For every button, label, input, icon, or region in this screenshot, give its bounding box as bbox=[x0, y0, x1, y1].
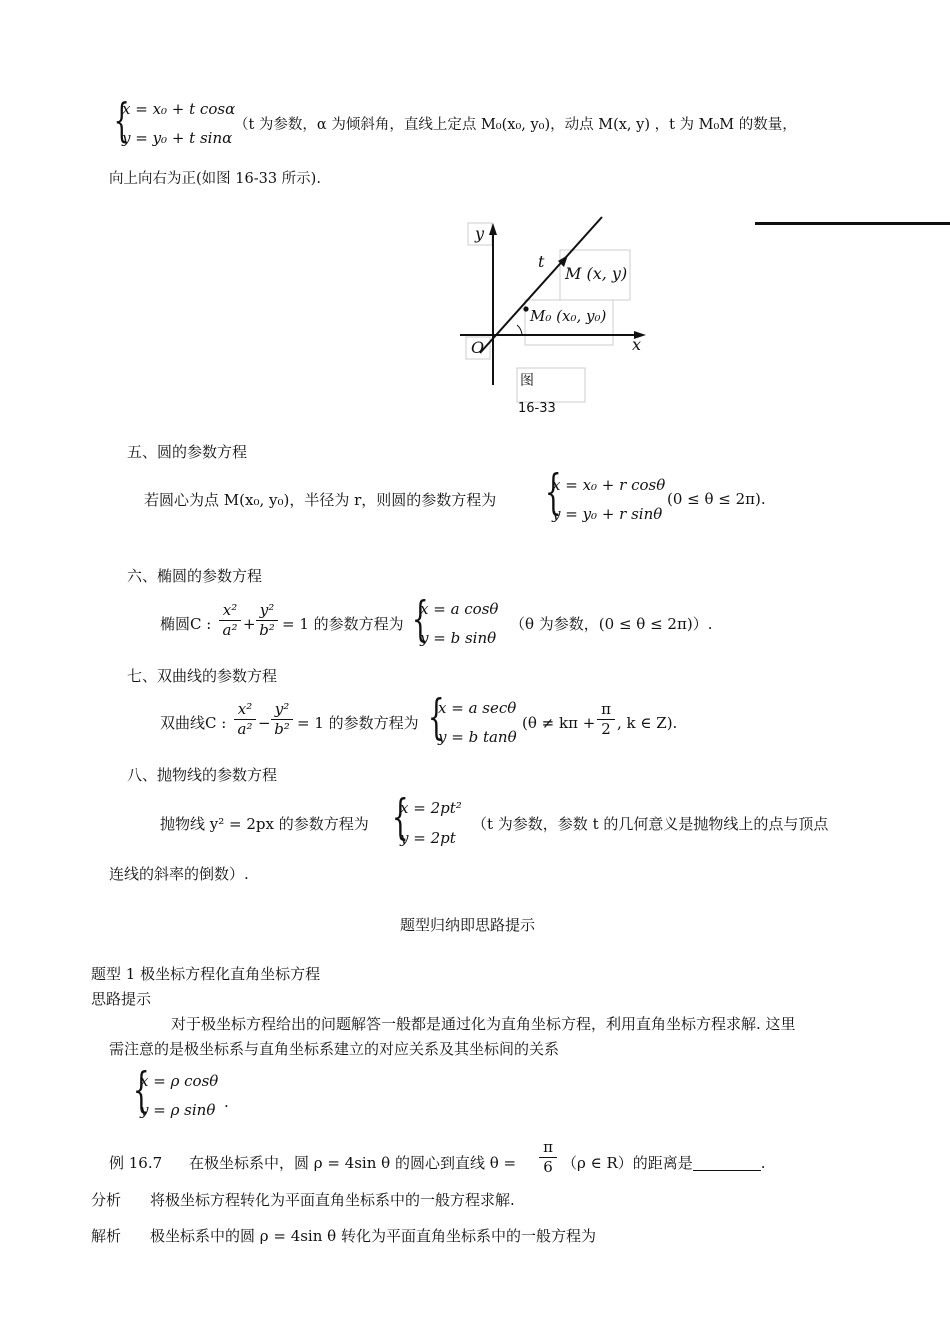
ellipse-plus: + bbox=[243, 615, 256, 633]
hyperbola-frac-1 bbox=[234, 702, 256, 737]
hyperbola-prefix: 双曲线C : bbox=[160, 714, 227, 732]
parabola-note: （t 为参数，参数 t 的几何意义是抛物线上的点与顶点 bbox=[472, 815, 829, 833]
hyperbola-minus: − bbox=[258, 714, 271, 732]
figure-t-label: t bbox=[538, 252, 545, 271]
figure-caption-2: 16-33 bbox=[518, 401, 556, 416]
edge-rule bbox=[755, 222, 950, 225]
example-label: 例 16.7 bbox=[109, 1154, 163, 1172]
example-tail bbox=[562, 1156, 766, 1171]
hyperbola-pi-frac bbox=[597, 702, 615, 737]
ellipse-den-2: b² bbox=[259, 621, 275, 639]
parabola-heading: 八、抛物线的参数方程 bbox=[127, 766, 278, 784]
hyperbola-eq-tail: = 1 的参数方程为 bbox=[297, 714, 419, 732]
type1-title: 题型 1 极坐标方程化直角坐标方程 bbox=[91, 965, 321, 983]
example-text: 在极坐标系中，圆 ρ = 4sin θ 的圆心到直线 θ = bbox=[189, 1154, 517, 1172]
ellipse-note: （θ 为参数，(0 ≤ θ ≤ 2π)）. bbox=[510, 615, 713, 633]
ellipse-eq-2: y = b sinθ bbox=[420, 629, 497, 647]
section-title: 题型归纳即思路提示 bbox=[400, 916, 536, 934]
hyperbola-frac-2 bbox=[271, 702, 293, 737]
circle-eq-2: y = y₀ + r sinθ bbox=[552, 505, 663, 523]
ellipse-frac-2 bbox=[256, 603, 278, 638]
figure-caption-1: 图 bbox=[520, 373, 534, 389]
hyperbola-den-1: a² bbox=[237, 720, 253, 738]
line-eq-desc: （t 为参数，α 为倾斜角，直线上定点 M₀(x₀, y₀)，动点 M(x, y) ，t 为 M₀M 的数量， bbox=[234, 117, 797, 133]
hyperbola-two: 2 bbox=[601, 720, 611, 738]
ellipse-den-1: a² bbox=[222, 621, 238, 639]
line-eq-2: y = y₀ + t sinα bbox=[122, 129, 233, 147]
figure-m-label: M (x, y) bbox=[565, 264, 628, 283]
ellipse-num-1: x² bbox=[222, 601, 238, 619]
circle-eq-1: x = x₀ + r cosθ bbox=[552, 476, 666, 494]
hyperbola-eq-2: y = b tanθ bbox=[438, 728, 517, 746]
line-eq-brace: { bbox=[113, 93, 130, 147]
ellipse-heading: 六、椭圆的参数方程 bbox=[127, 567, 263, 585]
type1-brace: { bbox=[132, 1062, 150, 1118]
type1-eq-1: x = ρ cosθ bbox=[140, 1072, 219, 1090]
ellipse-frac-1 bbox=[219, 603, 241, 638]
example-six: 6 bbox=[543, 1158, 553, 1176]
hyperbola-den-2: b² bbox=[274, 720, 290, 738]
hyperbola-num-2: y² bbox=[274, 700, 290, 718]
line-eq-1: x = x₀ + t cosα bbox=[122, 100, 236, 118]
analysis-label: 分析 bbox=[91, 1191, 122, 1209]
line-eq-desc-2: 向上向右为正(如图 16-33 所示). bbox=[109, 171, 321, 187]
figure-m0-label: M₀ (x₀, y₀) bbox=[530, 307, 607, 325]
ellipse-brace: { bbox=[411, 591, 429, 647]
answer-blank bbox=[693, 1158, 761, 1171]
ellipse-eq-1: x = a cosθ bbox=[420, 600, 499, 618]
figure-x-label: x bbox=[632, 335, 642, 354]
figure-origin-label: O bbox=[471, 338, 485, 357]
type1-eq-2: y = ρ sinθ bbox=[140, 1101, 216, 1119]
ellipse-eq-tail: = 1 的参数方程为 bbox=[282, 615, 404, 633]
analysis-text: 将极坐标方程转化为平面直角坐标系中的一般方程求解. bbox=[150, 1191, 515, 1209]
example-pi: π bbox=[543, 1138, 553, 1156]
ellipse-prefix: 椭圆C : bbox=[160, 615, 212, 633]
ellipse-num-2: y² bbox=[259, 601, 275, 619]
circle-text: 若圆心为点 M(x₀, y₀)，半径为 r，则圆的参数方程为 bbox=[144, 491, 497, 509]
solution-label: 解析 bbox=[91, 1227, 122, 1245]
figure-y-label: y bbox=[475, 224, 485, 243]
example-end: . bbox=[760, 1154, 766, 1172]
hyperbola-heading: 七、双曲线的参数方程 bbox=[127, 667, 278, 685]
type1-hint-label: 思路提示 bbox=[91, 990, 152, 1008]
hyperbola-cond-a: (θ ≠ kπ + bbox=[522, 714, 596, 732]
type1-hint-1: 对于极坐标方程给出的问题解答一般都是通过化为直角坐标方程，利用直角坐标方程求解. 这里 bbox=[171, 1015, 796, 1033]
hyperbola-brace: { bbox=[427, 689, 445, 745]
parabola-note-2: 连线的斜率的倒数）. bbox=[109, 865, 249, 883]
parabola-text: 抛物线 y² = 2px 的参数方程为 bbox=[160, 815, 369, 833]
circle-heading: 五、圆的参数方程 bbox=[127, 443, 248, 461]
circle-range: (0 ≤ θ ≤ 2π). bbox=[667, 490, 766, 508]
parabola-eq-2: y = 2pt bbox=[400, 829, 456, 847]
solution-text: 极坐标系中的圆 ρ = 4sin θ 转化为平面直角坐标系中的一般方程为 bbox=[150, 1227, 596, 1245]
type1-hint-2: 需注意的是极坐标系与直角坐标系建立的对应关系及其坐标间的关系 bbox=[109, 1040, 560, 1058]
example-tail-text: （ρ ∈ R）的距离是 bbox=[562, 1154, 693, 1172]
hyperbola-eq-1: x = a secθ bbox=[438, 699, 517, 717]
circle-brace: { bbox=[544, 464, 562, 520]
parabola-brace: { bbox=[391, 789, 409, 845]
hyperbola-pi: π bbox=[601, 700, 611, 718]
hyperbola-num-1: x² bbox=[237, 700, 253, 718]
hyperbola-cond-b: , k ∈ Z). bbox=[617, 714, 678, 732]
example-pi-frac bbox=[539, 1140, 557, 1175]
parabola-eq-1: x = 2pt² bbox=[400, 799, 462, 817]
type1-eq-dot: . bbox=[224, 1093, 229, 1111]
